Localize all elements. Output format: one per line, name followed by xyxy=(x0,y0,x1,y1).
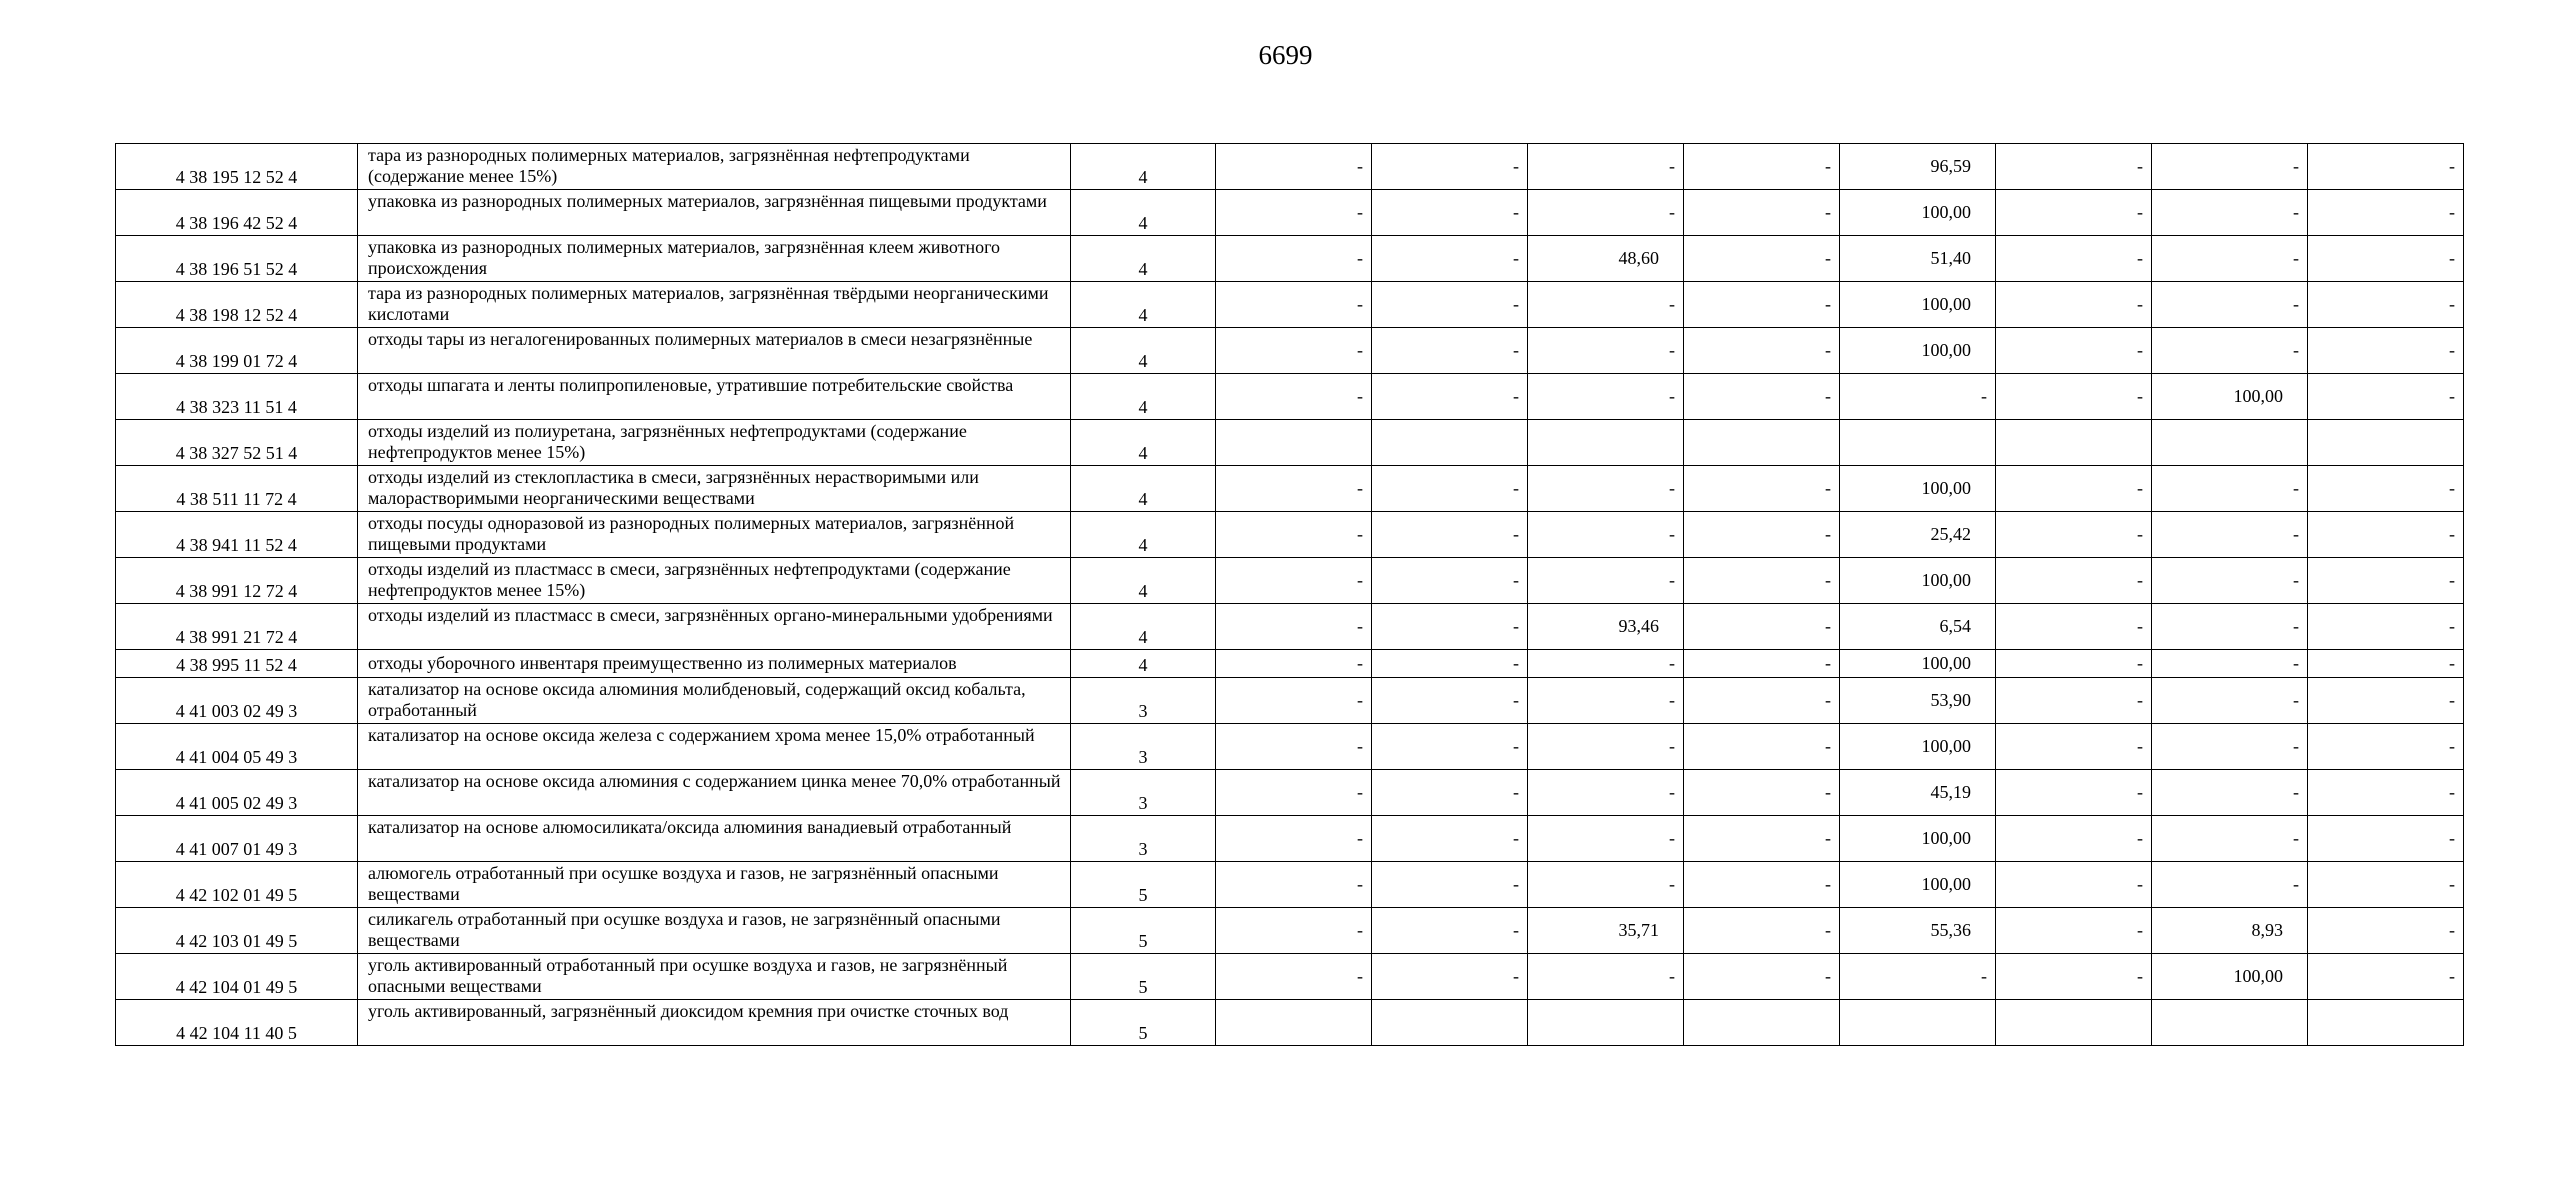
value-cell: - xyxy=(1684,282,1840,328)
table-row xyxy=(116,558,2464,604)
waste-code-cell: 4 42 104 01 49 5 xyxy=(116,954,358,1000)
value-cell: - xyxy=(1372,724,1528,770)
value-cell: 100,00 xyxy=(1840,862,1996,908)
value-cell: - xyxy=(2152,604,2308,650)
value-cell: - xyxy=(1996,328,2152,374)
value-cell: - xyxy=(1684,678,1840,724)
value-cell: - xyxy=(1216,770,1372,816)
value-cell: - xyxy=(1684,144,1840,190)
value-cell: - xyxy=(1372,862,1528,908)
value-cell xyxy=(1840,420,1996,466)
value-cell: 100,00 xyxy=(1840,816,1996,862)
value-cell: 100,00 xyxy=(2152,954,2308,1000)
value-cell: - xyxy=(2152,190,2308,236)
value-cell: - xyxy=(1684,908,1840,954)
value-cell xyxy=(1372,420,1528,466)
waste-name-cell: упаковка из разнородных полимерных материалов, загрязнённая пищевыми продуктами xyxy=(358,190,1071,236)
table-row xyxy=(116,650,2464,678)
waste-code-cell: 4 38 196 42 52 4 xyxy=(116,190,358,236)
value-cell: - xyxy=(2308,908,2464,954)
value-cell: - xyxy=(1684,236,1840,282)
table-row xyxy=(116,862,2464,908)
hazard-class-cell: 4 xyxy=(1071,420,1216,466)
table-row xyxy=(116,374,2464,420)
value-cell: - xyxy=(1996,816,2152,862)
value-cell: - xyxy=(1996,770,2152,816)
value-cell: 45,19 xyxy=(1840,770,1996,816)
table-row xyxy=(116,724,2464,770)
table-body xyxy=(116,144,2464,1046)
value-cell: - xyxy=(1528,650,1684,678)
value-cell: - xyxy=(2152,770,2308,816)
hazard-class-cell: 4 xyxy=(1071,466,1216,512)
value-cell: - xyxy=(2152,144,2308,190)
value-cell: - xyxy=(2308,604,2464,650)
table-row xyxy=(116,512,2464,558)
value-cell: - xyxy=(1684,558,1840,604)
value-cell: - xyxy=(1216,862,1372,908)
value-cell: - xyxy=(1684,954,1840,1000)
value-cell: 55,36 xyxy=(1840,908,1996,954)
value-cell: - xyxy=(1528,678,1684,724)
table-row xyxy=(116,236,2464,282)
table-row xyxy=(116,770,2464,816)
value-cell xyxy=(2152,420,2308,466)
value-cell: 8,93 xyxy=(2152,908,2308,954)
page-number: 6699 xyxy=(1258,40,1313,70)
value-cell: - xyxy=(1528,862,1684,908)
value-cell: - xyxy=(1372,604,1528,650)
waste-name-cell: катализатор на основе оксида алюминия с содержанием цинка менее 70,0% отработанный xyxy=(358,770,1071,816)
value-cell: - xyxy=(2308,190,2464,236)
waste-code-cell: 4 42 102 01 49 5 xyxy=(116,862,358,908)
value-cell: - xyxy=(1684,724,1840,770)
value-cell: - xyxy=(2308,862,2464,908)
value-cell: - xyxy=(1996,604,2152,650)
value-cell: - xyxy=(1372,678,1528,724)
value-cell: 100,00 xyxy=(1840,466,1996,512)
waste-name-cell: отходы изделий из полиуретана, загрязнённых нефтепродуктами (содержание нефтепродуктов менее 15%) xyxy=(358,420,1071,466)
value-cell: - xyxy=(2308,466,2464,512)
value-cell: - xyxy=(2152,466,2308,512)
table-row xyxy=(116,144,2464,190)
value-cell: - xyxy=(1996,190,2152,236)
hazard-class-cell: 5 xyxy=(1071,908,1216,954)
hazard-class-cell: 4 xyxy=(1071,144,1216,190)
waste-name-cell: отходы шпагата и ленты полипропиленовые, утратившие потребительские свойства xyxy=(358,374,1071,420)
value-cell: - xyxy=(1684,512,1840,558)
hazard-class-cell: 4 xyxy=(1071,328,1216,374)
value-cell: - xyxy=(2152,236,2308,282)
value-cell: - xyxy=(1996,236,2152,282)
value-cell: - xyxy=(1528,466,1684,512)
value-cell: - xyxy=(1528,724,1684,770)
waste-code-cell: 4 38 198 12 52 4 xyxy=(116,282,358,328)
value-cell: 100,00 xyxy=(1840,328,1996,374)
value-cell xyxy=(1372,1000,1528,1046)
value-cell: - xyxy=(1216,954,1372,1000)
value-cell xyxy=(2308,1000,2464,1046)
value-cell: - xyxy=(1216,190,1372,236)
value-cell: - xyxy=(1840,954,1996,1000)
value-cell: - xyxy=(2308,770,2464,816)
value-cell: - xyxy=(1528,512,1684,558)
waste-code-cell: 4 41 004 05 49 3 xyxy=(116,724,358,770)
value-cell: - xyxy=(1216,678,1372,724)
value-cell: - xyxy=(2308,650,2464,678)
value-cell: - xyxy=(1528,328,1684,374)
value-cell: - xyxy=(1840,374,1996,420)
value-cell: - xyxy=(2152,512,2308,558)
value-cell: 51,40 xyxy=(1840,236,1996,282)
value-cell: - xyxy=(2308,512,2464,558)
waste-code-cell: 4 42 103 01 49 5 xyxy=(116,908,358,954)
value-cell: - xyxy=(1996,954,2152,1000)
value-cell: - xyxy=(1372,512,1528,558)
value-cell: 48,60 xyxy=(1528,236,1684,282)
value-cell: - xyxy=(1372,236,1528,282)
value-cell: - xyxy=(1996,282,2152,328)
value-cell: - xyxy=(1528,816,1684,862)
value-cell: - xyxy=(1216,816,1372,862)
table-row xyxy=(116,954,2464,1000)
waste-code-cell: 4 38 511 11 72 4 xyxy=(116,466,358,512)
waste-name-cell: катализатор на основе оксида железа с содержанием хрома менее 15,0% отработанный xyxy=(358,724,1071,770)
value-cell: - xyxy=(2308,724,2464,770)
waste-name-cell: катализатор на основе оксида алюминия молибденовый, содержащий оксид кобальта, отработанный xyxy=(358,678,1071,724)
value-cell: - xyxy=(1996,724,2152,770)
value-cell: 100,00 xyxy=(1840,282,1996,328)
value-cell: 96,59 xyxy=(1840,144,1996,190)
waste-code-cell: 4 38 991 21 72 4 xyxy=(116,604,358,650)
value-cell: - xyxy=(1216,282,1372,328)
waste-name-cell: отходы изделий из пластмасс в смеси, загрязнённых нефтепродуктами (содержание нефтепродуктов менее 15%) xyxy=(358,558,1071,604)
table-row xyxy=(116,190,2464,236)
hazard-class-cell: 4 xyxy=(1071,558,1216,604)
value-cell: - xyxy=(1684,770,1840,816)
value-cell: - xyxy=(1372,650,1528,678)
value-cell: - xyxy=(1372,816,1528,862)
value-cell: - xyxy=(1216,604,1372,650)
value-cell xyxy=(1528,420,1684,466)
value-cell: 35,71 xyxy=(1528,908,1684,954)
value-cell xyxy=(2152,1000,2308,1046)
value-cell: - xyxy=(1528,558,1684,604)
value-cell: - xyxy=(1996,512,2152,558)
value-cell: - xyxy=(1372,374,1528,420)
value-cell: - xyxy=(1996,466,2152,512)
waste-name-cell: алюмогель отработанный при осушке воздуха и газов, не загрязнённый опасными веществами xyxy=(358,862,1071,908)
table-row xyxy=(116,328,2464,374)
hazard-class-cell: 3 xyxy=(1071,770,1216,816)
waste-name-cell: уголь активированный, загрязнённый диоксидом кремния при очистке сточных вод xyxy=(358,1000,1071,1046)
value-cell: - xyxy=(1528,954,1684,1000)
waste-name-cell: отходы уборочного инвентаря преимущественно из полимерных материалов xyxy=(358,650,1071,678)
table-row xyxy=(116,604,2464,650)
waste-code-cell: 4 38 995 11 52 4 xyxy=(116,650,358,678)
value-cell: - xyxy=(1528,282,1684,328)
table-row xyxy=(116,678,2464,724)
table-row xyxy=(116,1000,2464,1046)
value-cell: - xyxy=(1216,328,1372,374)
value-cell: - xyxy=(1528,144,1684,190)
waste-code-cell: 4 42 104 11 40 5 xyxy=(116,1000,358,1046)
value-cell: - xyxy=(1684,466,1840,512)
value-cell: - xyxy=(1528,374,1684,420)
table-row xyxy=(116,282,2464,328)
table-row xyxy=(116,908,2464,954)
value-cell: - xyxy=(1684,374,1840,420)
waste-table xyxy=(115,143,2464,1046)
hazard-class-cell: 3 xyxy=(1071,724,1216,770)
value-cell: - xyxy=(1996,144,2152,190)
hazard-class-cell: 3 xyxy=(1071,678,1216,724)
value-cell: - xyxy=(1996,374,2152,420)
hazard-class-cell: 5 xyxy=(1071,954,1216,1000)
value-cell: - xyxy=(2308,144,2464,190)
value-cell: - xyxy=(1216,512,1372,558)
waste-name-cell: отходы изделий из стеклопластика в смеси, загрязнённых нерастворимыми или малорастворимыми неорганическими веществами xyxy=(358,466,1071,512)
value-cell: - xyxy=(1684,862,1840,908)
value-cell xyxy=(1216,1000,1372,1046)
value-cell: - xyxy=(1684,604,1840,650)
value-cell: - xyxy=(1996,908,2152,954)
value-cell: - xyxy=(1684,816,1840,862)
value-cell xyxy=(1528,1000,1684,1046)
value-cell: - xyxy=(1372,466,1528,512)
hazard-class-cell: 4 xyxy=(1071,190,1216,236)
value-cell xyxy=(1996,1000,2152,1046)
waste-name-cell: силикагель отработанный при осушке воздуха и газов, не загрязнённый опасными веществами xyxy=(358,908,1071,954)
value-cell: - xyxy=(2308,236,2464,282)
hazard-class-cell: 4 xyxy=(1071,512,1216,558)
hazard-class-cell: 4 xyxy=(1071,236,1216,282)
waste-code-cell: 4 38 323 11 51 4 xyxy=(116,374,358,420)
value-cell: - xyxy=(2152,558,2308,604)
hazard-class-cell: 4 xyxy=(1071,282,1216,328)
value-cell: - xyxy=(1372,328,1528,374)
value-cell: 6,54 xyxy=(1840,604,1996,650)
waste-name-cell: отходы тары из негалогенированных полимерных материалов в смеси незагрязнённые xyxy=(358,328,1071,374)
value-cell: - xyxy=(1216,724,1372,770)
waste-name-cell: отходы изделий из пластмасс в смеси, загрязнённых органо-минеральными удобрениями xyxy=(358,604,1071,650)
table-row xyxy=(116,420,2464,466)
value-cell: - xyxy=(2152,328,2308,374)
value-cell: - xyxy=(2308,282,2464,328)
value-cell: - xyxy=(1996,678,2152,724)
value-cell: - xyxy=(2152,650,2308,678)
value-cell: - xyxy=(1996,558,2152,604)
value-cell: - xyxy=(2152,724,2308,770)
value-cell: - xyxy=(1996,650,2152,678)
value-cell: - xyxy=(1996,862,2152,908)
waste-code-cell: 4 38 941 11 52 4 xyxy=(116,512,358,558)
waste-name-cell: отходы посуды одноразовой из разнородных полимерных материалов, загрязнённой пищевыми продуктами xyxy=(358,512,1071,558)
value-cell: 93,46 xyxy=(1528,604,1684,650)
value-cell: - xyxy=(1216,144,1372,190)
waste-name-cell: катализатор на основе алюмосиликата/оксида алюминия ванадиевый отработанный xyxy=(358,816,1071,862)
value-cell: - xyxy=(1216,908,1372,954)
value-cell: - xyxy=(2308,816,2464,862)
waste-code-cell: 4 38 195 12 52 4 xyxy=(116,144,358,190)
value-cell: 100,00 xyxy=(1840,190,1996,236)
value-cell xyxy=(1216,420,1372,466)
hazard-class-cell: 5 xyxy=(1071,1000,1216,1046)
waste-code-cell: 4 38 327 52 51 4 xyxy=(116,420,358,466)
value-cell: - xyxy=(1372,558,1528,604)
waste-code-cell: 4 38 991 12 72 4 xyxy=(116,558,358,604)
waste-name-cell: упаковка из разнородных полимерных материалов, загрязнённая клеем животного происхождения xyxy=(358,236,1071,282)
value-cell: - xyxy=(1216,650,1372,678)
value-cell: - xyxy=(1684,328,1840,374)
value-cell: - xyxy=(2152,862,2308,908)
waste-name-cell: тара из разнородных полимерных материалов, загрязнённая твёрдыми неорганическими кислотами xyxy=(358,282,1071,328)
value-cell: - xyxy=(2308,328,2464,374)
value-cell xyxy=(2308,420,2464,466)
value-cell: 100,00 xyxy=(1840,724,1996,770)
value-cell: 25,42 xyxy=(1840,512,1996,558)
value-cell: 100,00 xyxy=(2152,374,2308,420)
value-cell: - xyxy=(2308,558,2464,604)
waste-code-cell: 4 41 005 02 49 3 xyxy=(116,770,358,816)
value-cell xyxy=(1684,1000,1840,1046)
value-cell: - xyxy=(1528,190,1684,236)
value-cell: - xyxy=(1684,190,1840,236)
value-cell: - xyxy=(1372,770,1528,816)
value-cell: - xyxy=(2308,374,2464,420)
waste-name-cell: тара из разнородных полимерных материалов, загрязнённая нефтепродуктами (содержание менее 15%) xyxy=(358,144,1071,190)
value-cell: 53,90 xyxy=(1840,678,1996,724)
hazard-class-cell: 4 xyxy=(1071,604,1216,650)
value-cell: 100,00 xyxy=(1840,650,1996,678)
value-cell: - xyxy=(1216,374,1372,420)
value-cell xyxy=(1840,1000,1996,1046)
value-cell: - xyxy=(1372,954,1528,1000)
waste-code-cell: 4 38 196 51 52 4 xyxy=(116,236,358,282)
value-cell: - xyxy=(1372,908,1528,954)
table-row xyxy=(116,466,2464,512)
value-cell xyxy=(1684,420,1840,466)
hazard-class-cell: 5 xyxy=(1071,862,1216,908)
value-cell: - xyxy=(1216,558,1372,604)
value-cell: - xyxy=(2308,954,2464,1000)
value-cell: - xyxy=(2308,678,2464,724)
value-cell: - xyxy=(1216,466,1372,512)
waste-code-cell: 4 38 199 01 72 4 xyxy=(116,328,358,374)
value-cell: - xyxy=(1372,144,1528,190)
value-cell: - xyxy=(2152,282,2308,328)
waste-code-cell: 4 41 007 01 49 3 xyxy=(116,816,358,862)
table-row xyxy=(116,816,2464,862)
value-cell: 100,00 xyxy=(1840,558,1996,604)
value-cell: - xyxy=(1528,770,1684,816)
value-cell: - xyxy=(1372,190,1528,236)
hazard-class-cell: 3 xyxy=(1071,816,1216,862)
value-cell: - xyxy=(2152,678,2308,724)
value-cell: - xyxy=(1684,650,1840,678)
value-cell: - xyxy=(2152,816,2308,862)
waste-name-cell: уголь активированный отработанный при осушке воздуха и газов, не загрязнённый опасными веществами xyxy=(358,954,1071,1000)
hazard-class-cell: 4 xyxy=(1071,650,1216,678)
waste-code-cell: 4 41 003 02 49 3 xyxy=(116,678,358,724)
value-cell: - xyxy=(1372,282,1528,328)
value-cell xyxy=(1996,420,2152,466)
hazard-class-cell: 4 xyxy=(1071,374,1216,420)
value-cell: - xyxy=(1216,236,1372,282)
